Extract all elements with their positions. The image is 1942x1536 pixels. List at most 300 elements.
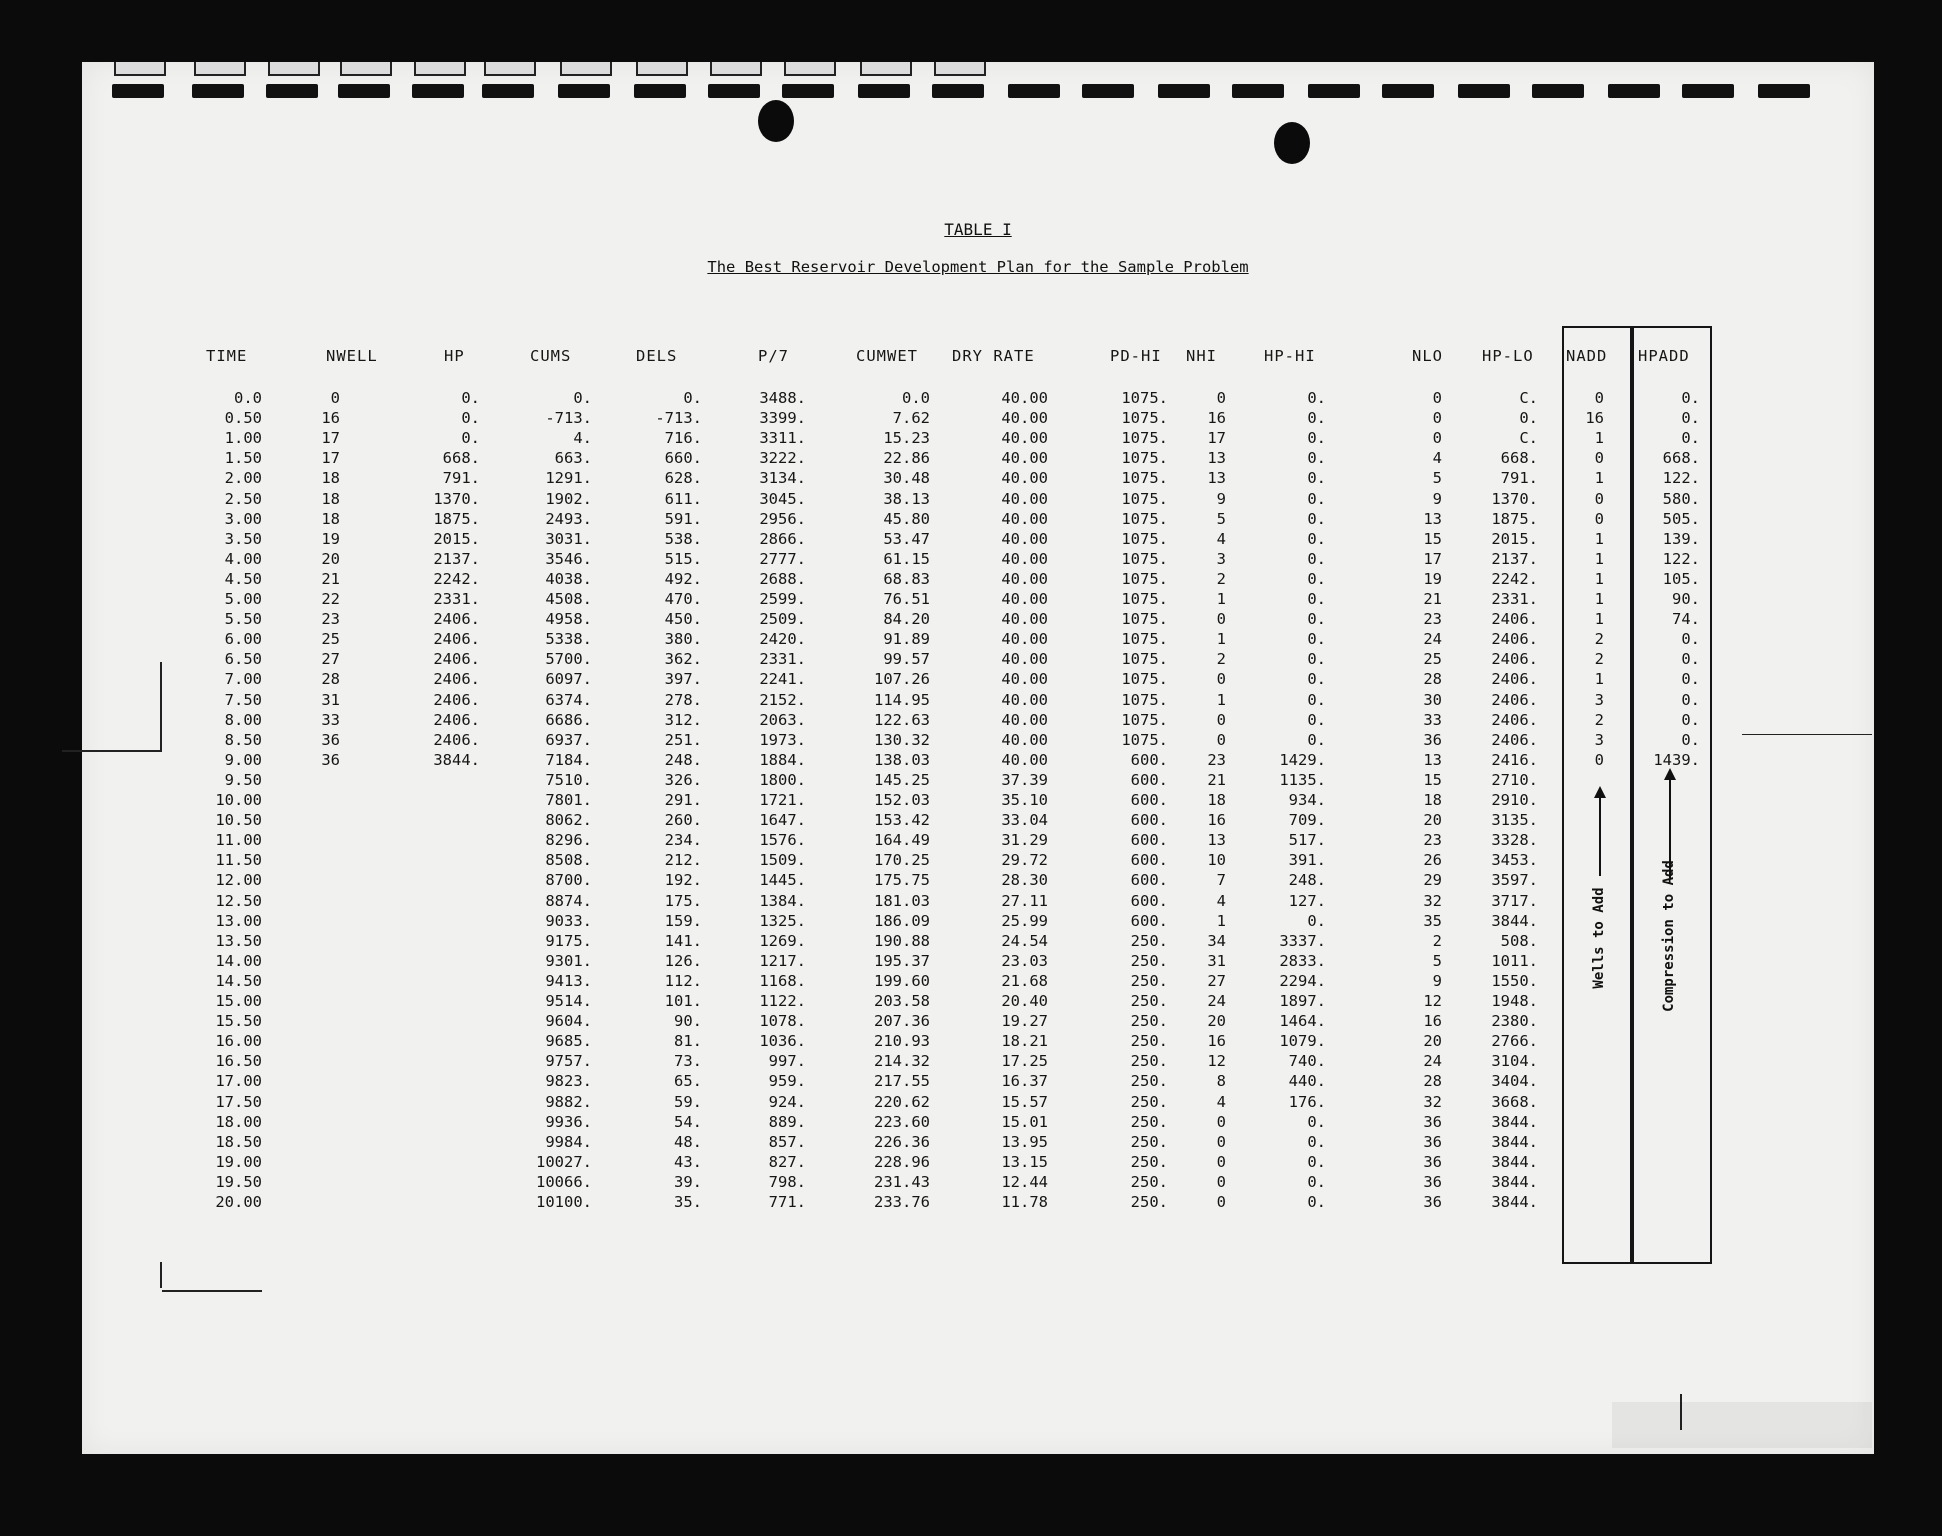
table-cell: 0. [1307,449,1326,468]
table-cell: 1 [1216,630,1226,649]
table-cell: 9936. [545,1112,592,1131]
table-cell: 4 [1432,449,1442,468]
table-cell: 28 [321,670,340,689]
table-cell: 9514. [545,992,592,1010]
table-cell: 4 [1216,891,1226,910]
table-cell: 6.00 [224,630,262,649]
table-cell: 91.89 [883,630,930,649]
table-cell: 3844. [1491,1112,1538,1131]
table-cell: 250. [1130,931,1168,950]
table-cell: 15.23 [883,429,930,448]
table-cell: 740. [1288,1052,1326,1071]
table-cell: 668. [1662,449,1700,468]
table-cell: 141. [664,931,702,950]
table-cell: 40.00 [1001,489,1048,508]
table-cell: 10.00 [215,791,262,809]
table-cell: 181.03 [874,891,930,910]
table-cell: 380. [664,630,702,649]
table-cell: 0. [1307,610,1326,629]
table-cell: 1 [1594,549,1604,568]
table-cell: 33.04 [1001,811,1048,830]
table-cell: 11.78 [1001,1193,1048,1211]
table-cell: 13.95 [1001,1132,1048,1151]
table-cell: 18 [1207,791,1226,809]
table-cell: 663. [554,449,592,468]
table-cell: 17 [321,429,340,448]
table-cell: 248. [1288,871,1326,890]
punch-slot [708,84,760,98]
table-cell: 4958. [545,610,592,629]
table-cell: 3844. [1491,1172,1538,1191]
column-header: HPADD [1638,347,1690,365]
table-cell: 3597. [1491,871,1538,890]
table-cell: 1075. [1121,630,1168,649]
table-cell: 0. [1307,469,1326,488]
table-cell: 31 [1207,951,1226,970]
punch-tab [710,62,762,76]
table-cell: 3135. [1491,811,1538,830]
table-cell: 153.42 [874,811,930,830]
table-cell: 0. [461,429,480,448]
table-cell: 17 [321,449,340,468]
table-cell: 190.88 [874,931,930,950]
table-cell: 0. [1681,670,1700,689]
table-cell: 1 [1594,610,1604,629]
table-cell: 139. [1662,529,1700,548]
table-cell: 0 [1216,1193,1226,1211]
table-cell: 0. [1307,569,1326,588]
table-cell: 28 [1423,1072,1442,1091]
table-cell: 924. [768,1092,806,1111]
table-cell: 250. [1130,1193,1168,1211]
column-header: HP-HI [1264,347,1316,365]
table-cell: 250. [1130,1172,1168,1191]
table-cell: 326. [664,770,702,789]
table-cell: 3844. [1491,1132,1538,1151]
table-cell: 15.00 [215,992,262,1010]
table-cell: 1135. [1279,770,1326,789]
table-cell: 3031. [545,529,592,548]
table-cell: 2956. [759,509,806,528]
table-cell: 3.50 [224,529,262,548]
table-cell: 1384. [759,891,806,910]
table-cell: 2 [1594,630,1604,649]
table-cell: 251. [664,730,702,749]
table-cell: 40.00 [1001,429,1048,448]
table-cell: 4 [1216,1092,1226,1111]
table-cell: 13.15 [1001,1152,1048,1171]
table-cell: 2 [1594,710,1604,729]
table-cell: 2406. [1491,670,1538,689]
table-cell: 175. [664,891,702,910]
table-cell: 791. [442,469,480,488]
table-cell: 2406. [1491,650,1538,669]
table-cell: 8062. [545,811,592,830]
table-cell: 278. [664,690,702,709]
table-cell: 19.00 [215,1152,262,1171]
table-cell: 600. [1130,891,1168,910]
table-cell: 13.00 [215,911,262,930]
table-cell: 6097. [545,670,592,689]
table-cell: 3.00 [224,509,262,528]
punch-slot [1758,84,1810,98]
table-cell: 29.72 [1001,851,1048,870]
table-cell: 175.75 [874,871,930,890]
table-cell: 20 [321,549,340,568]
table-cell: 40.00 [1001,710,1048,729]
table-cell: 13 [1423,509,1442,528]
punch-slot [192,84,244,98]
table-cell: 1370. [1491,489,1538,508]
table-cell: 1.00 [224,429,262,448]
punch-tab [268,62,320,76]
table-cell: 1036. [759,1032,806,1051]
table-cell: 0. [1519,409,1538,428]
table-cell: 4. [573,429,592,448]
table-cell: 19.50 [215,1172,262,1191]
table-cell: 23 [321,610,340,629]
table-cell: 0 [1432,389,1442,407]
table-cell: 250. [1130,1132,1168,1151]
table-cell: 126. [664,951,702,970]
punch-slot [1008,84,1060,98]
table-cell: 2 [1216,650,1226,669]
table-cell: 3844. [1491,911,1538,930]
table-cell: 0 [1216,1152,1226,1171]
compression-to-add-note: Compression to Add [1661,860,1677,1012]
table-cell: 0 [1432,409,1442,428]
table-cell: 8296. [545,831,592,850]
table-cell: 505. [1662,509,1700,528]
table-cell: 1800. [759,770,806,789]
table-cell: 5 [1432,469,1442,488]
table-cell: 28 [1423,670,1442,689]
table-cell: 3453. [1491,851,1538,870]
table-cell: 22 [321,590,340,608]
table-cell: 0 [1216,1112,1226,1131]
table-cell: 1948. [1491,992,1538,1010]
table-cell: 12.50 [215,891,262,910]
table-cell: 0.50 [224,409,262,428]
table-cell: 122. [1662,549,1700,568]
table-cell: 23 [1207,750,1226,769]
table-cell: 84.20 [883,610,930,629]
table-cell: 4 [1216,529,1226,548]
table-cell: 0 [1216,1172,1226,1191]
table-cell: 16 [321,409,340,428]
column-header: CUMS [530,347,572,365]
table-cell: 36 [321,730,340,749]
table-cell: 13 [1423,750,1442,769]
column-header: NLO [1412,347,1443,365]
table-cell: 1325. [759,911,806,930]
document-page [82,62,1874,1454]
column-header: NWELL [326,347,378,365]
table-cell: 0. [1307,710,1326,729]
table-cell: 2509. [759,610,806,629]
table-cell: 0. [1307,1172,1326,1191]
table-cell: 1973. [759,730,806,749]
table-cell: 798. [768,1172,806,1191]
table-cell: 2406. [1491,630,1538,649]
table-cell: 90. [1672,590,1700,608]
table-cell: 223.60 [874,1112,930,1131]
table-cell: 16 [1207,409,1226,428]
table-cell: 3 [1594,690,1604,709]
table-cell: 18.00 [215,1112,262,1131]
table-cell: 0. [1681,710,1700,729]
table-cell: 35. [674,1193,702,1211]
table-cell: 260. [664,811,702,830]
table-cell: 35 [1423,911,1442,930]
table-cell: 17 [1423,549,1442,568]
table-cell: 1075. [1121,710,1168,729]
table-cell: C. [1519,389,1538,407]
table-cell: 14.00 [215,951,262,970]
table-title: The Best Reservoir Development Plan for the Sample Problem [707,258,1249,276]
punch-tab [934,62,986,76]
table-cell: 12.00 [215,871,262,890]
table-cell: 1075. [1121,549,1168,568]
table-cell: 13 [1207,831,1226,850]
table-cell: 15 [1423,770,1442,789]
table-cell: 1 [1594,429,1604,448]
table-cell: 0. [1681,409,1700,428]
table-cell: 2241. [759,670,806,689]
table-cell: 611. [664,489,702,508]
punch-slot [1682,84,1734,98]
table-cell: 2406. [1491,690,1538,709]
table-cell: 2137. [1491,549,1538,568]
table-cell: 31.29 [1001,831,1048,850]
punch-slot [932,84,984,98]
column-header: HP [444,347,465,365]
punch-tab [484,62,536,76]
table-cell: 8874. [545,891,592,910]
table-cell: 5.00 [224,590,262,608]
table-cell: 226.36 [874,1132,930,1151]
table-cell: 934. [1288,791,1326,809]
table-cell: 228.96 [874,1152,930,1171]
table-cell: 9.00 [224,750,262,769]
table-cell: 0 [1216,389,1226,407]
table-cell: 250. [1130,1012,1168,1031]
table-cell: 0. [1307,650,1326,669]
table-cell: 857. [768,1132,806,1151]
table-cell: 6937. [545,730,592,749]
table-cell: 8508. [545,851,592,870]
table-cell: 0 [1216,670,1226,689]
table-cell: 1902. [545,489,592,508]
table-cell: 16 [1423,1012,1442,1031]
table-cell: 2406. [433,730,480,749]
table-cell: 3844. [1491,1193,1538,1211]
table-cell: 36 [1423,1193,1442,1211]
table-cell: 9 [1432,489,1442,508]
table-cell: 2406. [1491,710,1538,729]
table-cell: 3311. [759,429,806,448]
table-cell: 450. [664,610,702,629]
table-cell: 3844. [433,750,480,769]
table-cell: 164.49 [874,831,930,850]
table-cell: 1445. [759,871,806,890]
table-cell: 9823. [545,1072,592,1091]
table-cell: 7.62 [892,409,930,428]
table-cell: 25 [321,630,340,649]
punch-slot [338,84,390,98]
punch-tab [636,62,688,76]
table-cell: 48. [674,1132,702,1151]
table-cell: 1370. [433,489,480,508]
left-edge-tick [160,662,162,750]
table-cell: 2777. [759,549,806,568]
column-header: TIME [206,347,248,365]
table-cell: 2331. [759,650,806,669]
table-cell: 1075. [1121,690,1168,709]
table-cell: 127. [1288,891,1326,910]
table-cell: 0. [1307,489,1326,508]
table-cell: 250. [1130,1032,1168,1051]
punch-tab [340,62,392,76]
table-cell: 1075. [1121,590,1168,608]
table-cell: 2242. [433,569,480,588]
table-cell: 3337. [1279,931,1326,950]
table-cell: 65. [674,1072,702,1091]
table-cell: 0. [1307,911,1326,930]
table-cell: 212. [664,851,702,870]
table-cell: 1075. [1121,730,1168,749]
table-cell: 250. [1130,1152,1168,1171]
table-cell: 9175. [545,931,592,950]
table-cell: 5700. [545,650,592,669]
table-cell: 195.37 [874,951,930,970]
punch-slot [558,84,610,98]
table-cell: 827. [768,1152,806,1171]
table-cell: 3844. [1491,1152,1538,1171]
table-cell: 203.58 [874,992,930,1010]
table-cell: 18 [1423,791,1442,809]
table-cell: 600. [1130,811,1168,830]
table-cell: 18 [321,509,340,528]
table-cell: 600. [1130,791,1168,809]
table-cell: 2.00 [224,469,262,488]
table-cell: 0 [1432,429,1442,448]
table-cell: 0 [1216,730,1226,749]
table-cell: 61.15 [883,549,930,568]
binder-hole-left [758,100,794,142]
table-cell: 1 [1216,911,1226,930]
wells-to-add-note: Wells to Add [1591,887,1607,989]
table-cell: 250. [1130,1112,1168,1131]
table-cell: 1168. [759,971,806,990]
table-cell: 0 [1216,710,1226,729]
punch-slot [1308,84,1360,98]
table-cell: 40.00 [1001,750,1048,769]
table-cell: 130.32 [874,730,930,749]
nadd-arrow-line [1599,796,1601,876]
table-cell: 0 [1594,750,1604,769]
table-cell: 90. [674,1012,702,1031]
table-cell: 12 [1207,1052,1226,1071]
table-cell: 220.62 [874,1092,930,1111]
punch-slot [412,84,464,98]
table-cell: 470. [664,590,702,608]
right-edge-rule [1742,734,1872,735]
table-cell: 9 [1432,971,1442,990]
table-cell: 4038. [545,569,592,588]
table-cell: 3 [1216,549,1226,568]
table-cell: 2406. [433,690,480,709]
table-cell: 1550. [1491,971,1538,990]
table-cell: 76.51 [883,590,930,608]
table-cell: 32 [1423,891,1442,910]
table-cell: 0. [461,389,480,407]
table-cell: 3328. [1491,831,1538,850]
table-cell: 1075. [1121,389,1168,407]
table-cell: 36 [1423,1112,1442,1131]
table-cell: 122.63 [874,710,930,729]
table-cell: 59. [674,1092,702,1111]
table-cell: 18 [321,489,340,508]
table-cell: 591. [664,509,702,528]
table-cell: 36 [1423,730,1442,749]
table-cell: 26 [1423,851,1442,870]
table-cell: 2910. [1491,791,1538,809]
table-cell: 1721. [759,791,806,809]
table-cell: 250. [1130,992,1168,1010]
table-cell: 0 [1216,1132,1226,1151]
table-cell: 0. [1681,630,1700,649]
table-cell: 21 [1423,590,1442,608]
table-cell: 1875. [1491,509,1538,528]
table-cell: 16 [1207,811,1226,830]
table-cell: 2.50 [224,489,262,508]
table-cell: 391. [1288,851,1326,870]
table-cell: 791. [1500,469,1538,488]
table-cell: 0. [1307,549,1326,568]
table-cell: 7.50 [224,690,262,709]
table-cell: 9.50 [224,770,262,789]
table-cell: 0. [1681,690,1700,709]
table-cell: 1 [1216,590,1226,608]
table-cell: 31 [321,690,340,709]
table-cell: 2137. [433,549,480,568]
table-cell: 3404. [1491,1072,1538,1091]
table-cell: 21 [321,569,340,588]
table-cell: 30 [1423,690,1442,709]
table-cell: 959. [768,1072,806,1091]
table-cell: 16 [1585,409,1604,428]
table-cell: 36 [1423,1152,1442,1171]
table-cell: 231.43 [874,1172,930,1191]
table-cell: 105. [1662,569,1700,588]
table-cell: 8 [1216,1072,1226,1091]
table-cell: 10.50 [215,811,262,830]
table-cell: 515. [664,549,702,568]
table-cell: 40.00 [1001,409,1048,428]
table-cell: 19 [321,529,340,548]
table-cell: 4.00 [224,549,262,568]
table-cell: 54. [674,1112,702,1131]
table-cell: 6.50 [224,650,262,669]
table-cell: 362. [664,650,702,669]
table-cell: 35.10 [1001,791,1048,809]
punch-slot [1232,84,1284,98]
table-cell: 660. [664,449,702,468]
table-cell: 2294. [1279,971,1326,990]
table-cell: 23 [1423,610,1442,629]
table-cell: 28.30 [1001,871,1048,890]
